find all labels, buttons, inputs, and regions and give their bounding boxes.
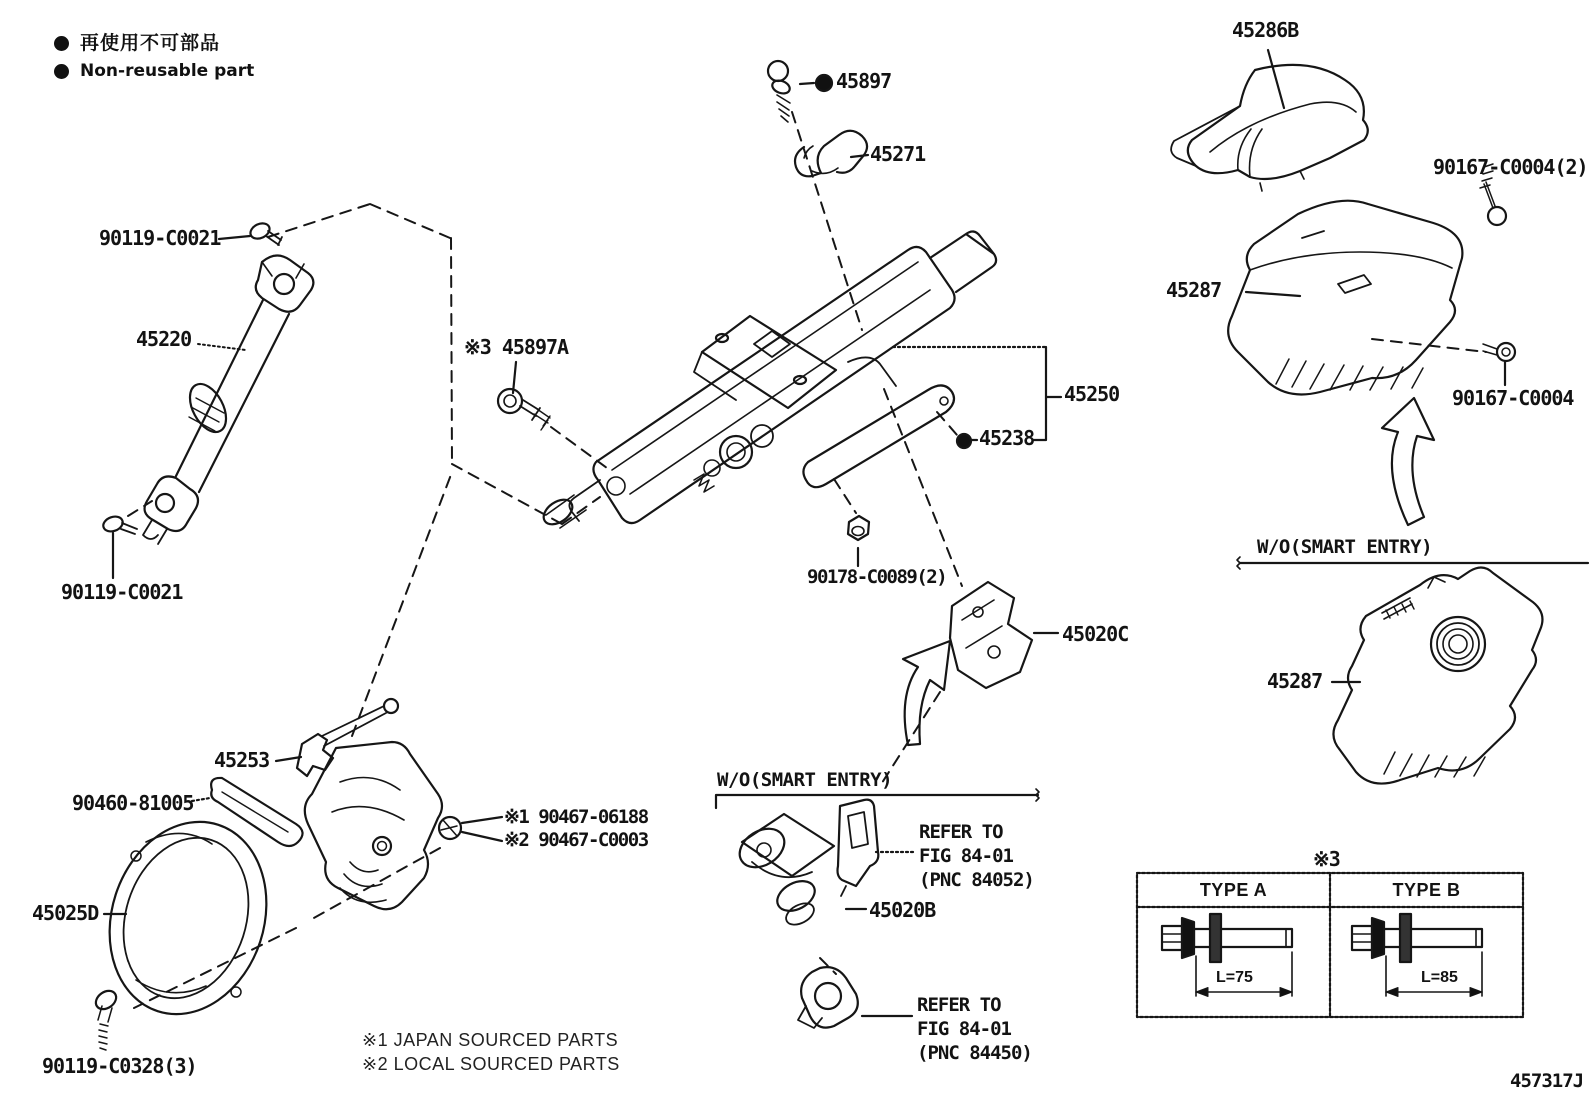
refer-line: (PNC 84450): [917, 1042, 1032, 1064]
part-label-45253: 45253: [214, 748, 270, 772]
caption-wo-smart-entry-left: W/O(SMART ENTRY): [717, 769, 893, 791]
non-reusable-marker: [816, 75, 832, 91]
non-reusable-marker: [54, 64, 69, 79]
refer-line: FIG 84-01: [917, 1018, 1011, 1040]
dimension-label-type-a: L=75: [1216, 969, 1253, 986]
legend-text-en: Non-reusable part: [80, 61, 255, 81]
legend-row-en: [54, 62, 254, 81]
legend-row-jp: [54, 33, 220, 54]
part-label-90167-C0004: 90167-C0004: [1452, 386, 1574, 410]
part-label-45271: 45271: [870, 142, 926, 166]
tilt-bolt-drawing: [498, 362, 550, 430]
arrows: [903, 398, 1434, 745]
part-label-45025D: 45025D: [32, 901, 99, 925]
nut-drawing: [848, 516, 869, 566]
part-label-90119-C0021-upper: 90119-C0021: [99, 226, 221, 250]
refer-note-84450: [917, 993, 1032, 1065]
part-label-45238: 45238: [979, 426, 1035, 450]
refer-line: FIG 84-01: [919, 845, 1013, 867]
part-label-90467-06188: ※1 90467-06188: [504, 806, 648, 828]
part-label-90178-C0089: 90178-C0089(2): [807, 566, 947, 588]
part-label-90167-C0004-2: 90167-C0004(2): [1433, 155, 1588, 179]
non-reusable-marker: [957, 434, 971, 448]
table-header-type-a: TYPE A: [1199, 880, 1268, 900]
table-header-type-b: TYPE B: [1392, 880, 1461, 900]
footnote-japan-sourced: ※1 JAPAN SOURCED PARTS: [362, 1030, 619, 1050]
hole-cover-drawing: [85, 699, 461, 1050]
drawing-number: 457317J: [1510, 1070, 1584, 1092]
refer-line: REFER TO: [919, 821, 1003, 843]
part-label-45020C: 45020C: [1062, 622, 1129, 646]
part-label-45220: 45220: [136, 327, 192, 351]
part-label-45287-upper: 45287: [1166, 278, 1222, 302]
dimension-label-type-b: L=85: [1421, 969, 1458, 986]
part-label-45020B: 45020B: [869, 898, 936, 922]
table-note-3: ※3: [1313, 847, 1340, 871]
refer-line: REFER TO: [917, 994, 1001, 1016]
footnote-local-sourced: ※2 LOCAL SOURCED PARTS: [362, 1054, 620, 1074]
part-label-90460-81005: 90460-81005: [72, 791, 194, 815]
legend-text-jp: 再使用不可部品: [80, 32, 221, 54]
caption-wo-smart-entry-right: W/O(SMART ENTRY): [1257, 536, 1433, 558]
part-label-45250: 45250: [1064, 382, 1120, 406]
main-column-drawing: [539, 231, 996, 529]
non-reusable-marker: [54, 36, 69, 51]
part-label-45287-lower: 45287: [1267, 669, 1323, 693]
leader-lines: [104, 50, 1588, 1016]
refer-line: (PNC 84052): [919, 869, 1034, 891]
part-label-45897A: ※3 45897A: [464, 335, 569, 359]
part-label-45897: 45897: [836, 69, 892, 93]
part-label-90119-C0021-lower: 90119-C0021: [61, 580, 183, 604]
key-cylinder-drawing: [733, 582, 1032, 1028]
part-label-45286B: 45286B: [1232, 18, 1299, 42]
part-label-90467-C0003: ※2 90467-C0003: [504, 829, 648, 851]
intermediate-shaft-drawing: [101, 220, 313, 578]
refer-note-84052: [919, 820, 1034, 892]
part-label-90119-C0328: 90119-C0328(3): [42, 1054, 197, 1078]
